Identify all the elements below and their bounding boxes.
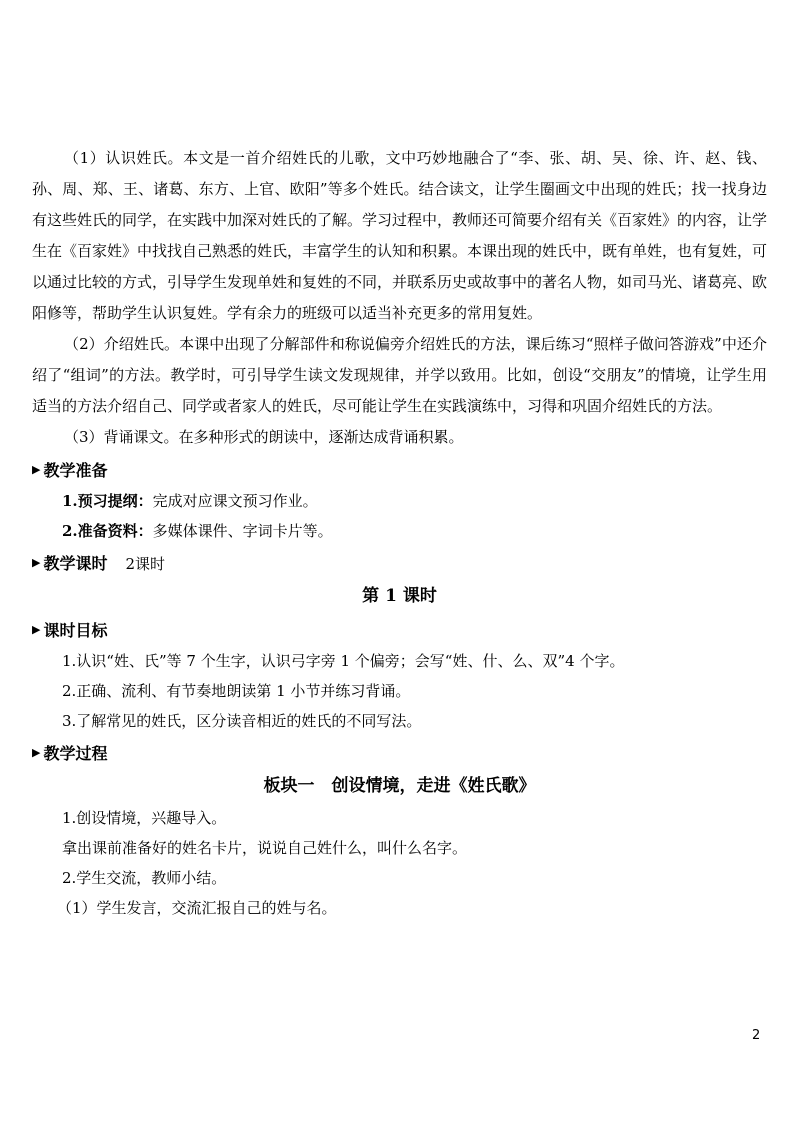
- prep-item: [32, 486, 767, 516]
- process-step: 2.学生交流，教师小结。: [62, 869, 227, 887]
- goal-item: 2.正确、流利、有节奏地朗读第 1 小节并练习背诵。: [62, 682, 411, 700]
- paragraph-recognize-surnames: （1）认识姓氏。本文是一首介绍姓氏的儿歌，文中巧妙地融合了“李、张、胡、吴、徐、许、赵、钱、孙、周、郑、王、诸葛、东方、上官、欧阳”等多个姓氏。结合读文，让学生圈画文中出现的姓氏；找一找身边有这些姓氏的同学，在实践中加深对姓氏的了解。学习过程中，教师还可简要介绍有关《百家姓》的内容，让学生在《百家姓》中找找自己熟悉的姓氏，丰富学生的认知和积累。本课出现的姓氏中，既有单姓，也有复姓，可以通过比较的方式，引导学生发现单姓和复姓的不同，并联系历史或故事中的著名人物，如司马光、诸葛亮、欧阳修等，帮助学生认识复姓。学有余力的班级可以适当补充更多的常用复姓。: [32, 149, 768, 322]
- prep-item: [32, 516, 767, 546]
- prep-item-text: 完成对应课文预习作业。: [152, 492, 318, 510]
- heading-label: 教学课时: [43, 554, 108, 573]
- process-step: 拿出课前准备好的姓名卡片，说说自己姓什么，叫什么名字。: [62, 839, 468, 857]
- heading-lesson-goals: [32, 616, 767, 646]
- heading-label: 课时目标: [43, 621, 108, 640]
- paragraph-recite-text: （3）背诵课文。在多种形式的朗读中，逐渐达成背诵积累。: [64, 428, 464, 446]
- goal-item: 1.认识“姓、氏”等 7 个生字，认识弓字旁 1 个偏旁；会写“姓、什、么、双”4 个字。: [62, 652, 625, 670]
- process-step: （1）学生发言，交流汇报自己的姓与名。: [57, 899, 337, 917]
- prep-item-label: 1.预习提纲：: [62, 492, 153, 510]
- goal-item: 3.了解常见的姓氏，区分读音相近的姓氏的不同写法。: [62, 712, 422, 730]
- document-body: [32, 143, 767, 923]
- prep-item-text: 多媒体课件、字词卡片等。: [152, 522, 333, 540]
- heading-label: 教学过程: [43, 744, 108, 763]
- triangle-right-icon: ▶: [32, 463, 41, 476]
- heading-teaching-process: [32, 739, 767, 769]
- hours-value: 2课时: [125, 555, 166, 573]
- triangle-right-icon: ▶: [32, 746, 41, 759]
- heading-teaching-preparation: [32, 456, 767, 486]
- paragraph-introduce-surnames: （2）介绍姓氏。本课中出现了分解部件和称说偏旁介绍姓氏的方法，课后练习“照样子做问答游戏”中还介绍了“组词”的方法。教学时，可引导学生读文发现规律，并学以致用。比如，创设“交朋友”的情境，让学生用适当的方法介绍自己、同学或者家人的姓氏，尽可能让学生在实践演练中，习得和巩固介绍姓氏的方法。: [32, 335, 767, 415]
- block-title: 板块一 创设情境，走进《姓氏歌》: [263, 776, 536, 796]
- process-step: 1.创设情境，兴趣导入。: [62, 809, 227, 827]
- prep-item-label: 2.准备资料：: [62, 522, 153, 540]
- triangle-right-icon: ▶: [32, 556, 41, 569]
- heading-teaching-hours: [32, 549, 767, 579]
- page-number: 2: [752, 1028, 761, 1043]
- heading-label: 教学准备: [43, 461, 108, 480]
- lesson-title: 第 1 课时: [362, 586, 437, 606]
- triangle-right-icon: ▶: [32, 623, 41, 636]
